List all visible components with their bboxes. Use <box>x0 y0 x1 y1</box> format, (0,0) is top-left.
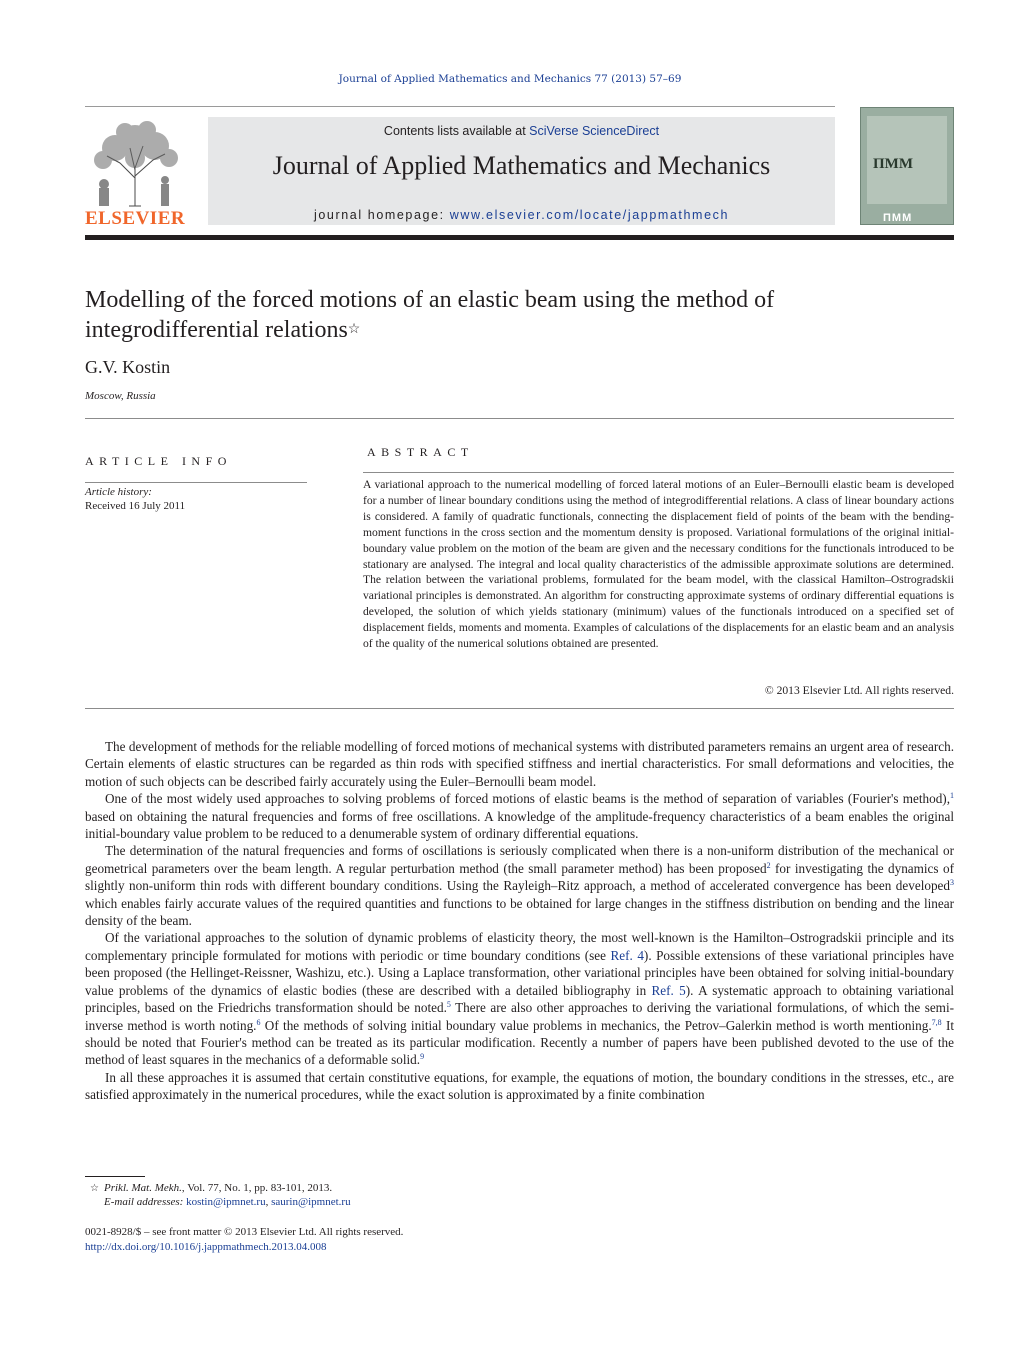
journal-citation[interactable]: Journal of Applied Mathematics and Mechanics 77 (2013) 57–69 <box>338 73 682 85</box>
journal-title: Journal of Applied Mathematics and Mechanics <box>272 151 771 180</box>
footnote-emails <box>104 1196 351 1208</box>
article-title-text: Modelling of the forced motions of an elastic beam using the method of integrodifferential relations <box>85 287 775 343</box>
masthead-divider <box>85 235 954 240</box>
doi-link[interactable]: http://dx.doi.org/10.1016/j.jappmathmech.2013.04.008 <box>85 1241 327 1253</box>
email-separator: , <box>265 1196 272 1208</box>
homepage-link[interactable]: www.elsevier.com/locate/jappmathmech <box>449 208 730 222</box>
abstract-rule <box>363 472 954 473</box>
header-rule <box>85 106 835 107</box>
text-run: There are also other approaches to deriving the variational formulations, of which the semi-inverse method is worth noting. <box>85 1000 955 1033</box>
footnote-journal: Prikl. Mat. Mekh. <box>104 1182 182 1194</box>
author-affiliation: Moscow, Russia <box>85 390 156 402</box>
text-run: One of the most widely used approaches to solving problems of forced motions of elastic beams is the method of separation of variables (Fourier's method), <box>105 791 950 807</box>
footnote-rule <box>85 1176 145 1177</box>
text-run: based on obtaining the natural frequencies and forms of free oscillations. A knowledge of the amplitude-frequency characteristics of a beam enables the original initial-boundary value problem to be reduced to a denumerable system of ordinary differential equations. <box>85 808 954 842</box>
body-paragraph-1: The development of methods for the reliable modelling of forced motions of mechanical systems with distributed parameters remains an urgent area of research. Certain elements of elastic structures can be regarded as thin rods with specified stiffness and inertial characteristics. For small deformations and velocities, the motion of such objects can be described fairly accurately using the Euler–Bernoulli beam model. <box>85 739 954 789</box>
article-info-heading: ARTICLE INFO <box>85 454 232 468</box>
reference-link[interactable]: 6 <box>256 1017 261 1027</box>
text-run: ). Possible extensions of these variational principles have been proposed (the Hellinget-Reissner, Washizu, etc.). Using a Laplace transformation, other variational principles have been obtained for solving initial-boundary value problems of the dynamics of elastic bodies (these are described with a detailed bibliography in <box>85 947 955 998</box>
text-run: The determination of the natural frequencies and forms of oscillations is seriously complicated when there is a non-uniform distribution of the mechanical or geometrical parameters over the beam length. A regular perturbation method (the small parameter method) has been proposed <box>85 843 954 876</box>
text-run: which enables fairly accurate values of the required quantities and functions to be obtained for large changes in the stiffness distribution on bending and the linear density of the beam. <box>85 895 954 929</box>
reference-link[interactable]: 7,8 <box>931 1017 942 1027</box>
reference-link[interactable]: 9 <box>420 1052 425 1062</box>
reference-link[interactable]: 1 <box>950 791 954 801</box>
journal-cover-thumbnail[interactable] <box>860 107 954 225</box>
text-run: ). A systematic approach to obtaining variational principles, based on the Friedrichs transformation should be noted. <box>85 982 954 1016</box>
text-run: It should be noted that Fourier's method can be treated as its particular modification. Recently a number of papers have been published devoted to the use of the method of least squares in the mechanics of a deformable solid. <box>85 1017 954 1068</box>
email-link-kostin[interactable]: kostin@ipmnet.ru <box>186 1196 266 1208</box>
author-name: G.V. Kostin <box>85 357 171 377</box>
email-label: E-mail addresses: <box>104 1196 184 1208</box>
journal-homepage <box>208 208 835 222</box>
contents-prefix: Contents lists available at <box>383 124 530 138</box>
homepage-prefix: journal homepage: <box>313 208 450 222</box>
reference-link[interactable]: 5 <box>446 1000 451 1010</box>
contents-availability <box>208 124 835 138</box>
reference-link[interactable]: 3 <box>950 878 954 888</box>
sciencedirect-link[interactable]: SciVerse ScienceDirect <box>529 124 660 138</box>
title-footnote-star-icon[interactable]: ☆ <box>347 322 361 337</box>
article-history-label: Article history: <box>85 486 152 498</box>
body-paragraph-3 <box>85 842 954 929</box>
abstract-text: A variational approach to the numerical modelling of forced lateral motions of an Euler–Bernoulli elastic beam is developed for a number of linear boundary conditions using the method of integrodifferential relations. A class of linear boundary actions is considered. A family of quadratic functionals, connecting the displacement field of points of the beam with the bending-moment functions in the cross section and the momentum density is proposed. Variational formulations of the original initial-boundary value problem on the motion of the beam are given and the necessary conditions for the functionals introduced to be stationary are analysed. The integral and local quality characteristics of the admissible approximate solutions are determined. The relation between the variational problems, formulated for the beam model, with the classical Hamilton–Ostrogradskii variational principles is demonstrated. An algorithm for constructing approximate systems of ordinary differential equations is developed, the solution of which yields stationary (minimum) values of the functionals introduced on a specified set of displacement fields, moments and momenta. Examples of calculations of the displacements for an elastic beam and an analysis of the quality of the numerical solutions obtained are presented. <box>363 478 954 651</box>
footnote-journal-details: , Vol. 77, No. 1, pp. 83-101, 2013. <box>181 1182 333 1194</box>
body-paragraph-2 <box>85 790 954 842</box>
text-run: Of the variational approaches to the solution of dynamic problems of elasticity theory, the most well-known is the Hamilton–Ostrogradskii principle and its complementary principle formulated for motions with periodic or time boundary conditions (see <box>85 930 954 963</box>
reference-link[interactable]: Ref. 4 <box>610 947 644 963</box>
article-info-rule <box>85 482 307 483</box>
journal-masthead <box>208 117 835 225</box>
body-paragraph-4 <box>85 929 954 1068</box>
reference-link[interactable]: Ref. 5 <box>651 982 686 998</box>
abstract-heading: ABSTRACT <box>367 445 474 459</box>
abstract-divider <box>85 708 954 709</box>
article-body <box>85 738 954 1104</box>
cover-bottom-text: ПММ <box>883 212 913 224</box>
elsevier-logo-text: ELSEVIER <box>85 208 186 229</box>
reference-link[interactable]: 2 <box>766 860 771 870</box>
footnote-translation <box>85 1182 332 1194</box>
text-run: for investigating the dynamics of slightly non-uniform thin rods with different boundary conditions. Using the Rayleigh–Ritz approach, a method of accelerated convergence has been developed <box>85 860 954 894</box>
email-link-saurin[interactable]: saurin@ipmnet.ru <box>271 1196 351 1208</box>
issn-front-matter: 0021-8928/$ – see front matter © 2013 Elsevier Ltd. All rights reserved. <box>85 1226 404 1238</box>
body-paragraph-5: In all these approaches it is assumed that certain constitutive equations, for example, the equations of motion, the boundary conditions in the stresses, etc., are satisfied approximately in the numerical procedures, while the exact solution is approximated by a finite combination <box>85 1069 954 1103</box>
article-title <box>85 285 925 345</box>
text-run: Of the methods of solving initial boundary value problems in mechanics, the Petrov–Galerkin method is worth mentioning. <box>260 1017 932 1033</box>
cover-logo-text: ПММ <box>873 156 913 172</box>
received-date: Received 16 July 2011 <box>85 500 186 512</box>
footnote-star-icon: ☆ <box>90 1183 99 1194</box>
author-divider <box>85 418 954 419</box>
abstract-copyright: © 2013 Elsevier Ltd. All rights reserved. <box>764 684 954 697</box>
